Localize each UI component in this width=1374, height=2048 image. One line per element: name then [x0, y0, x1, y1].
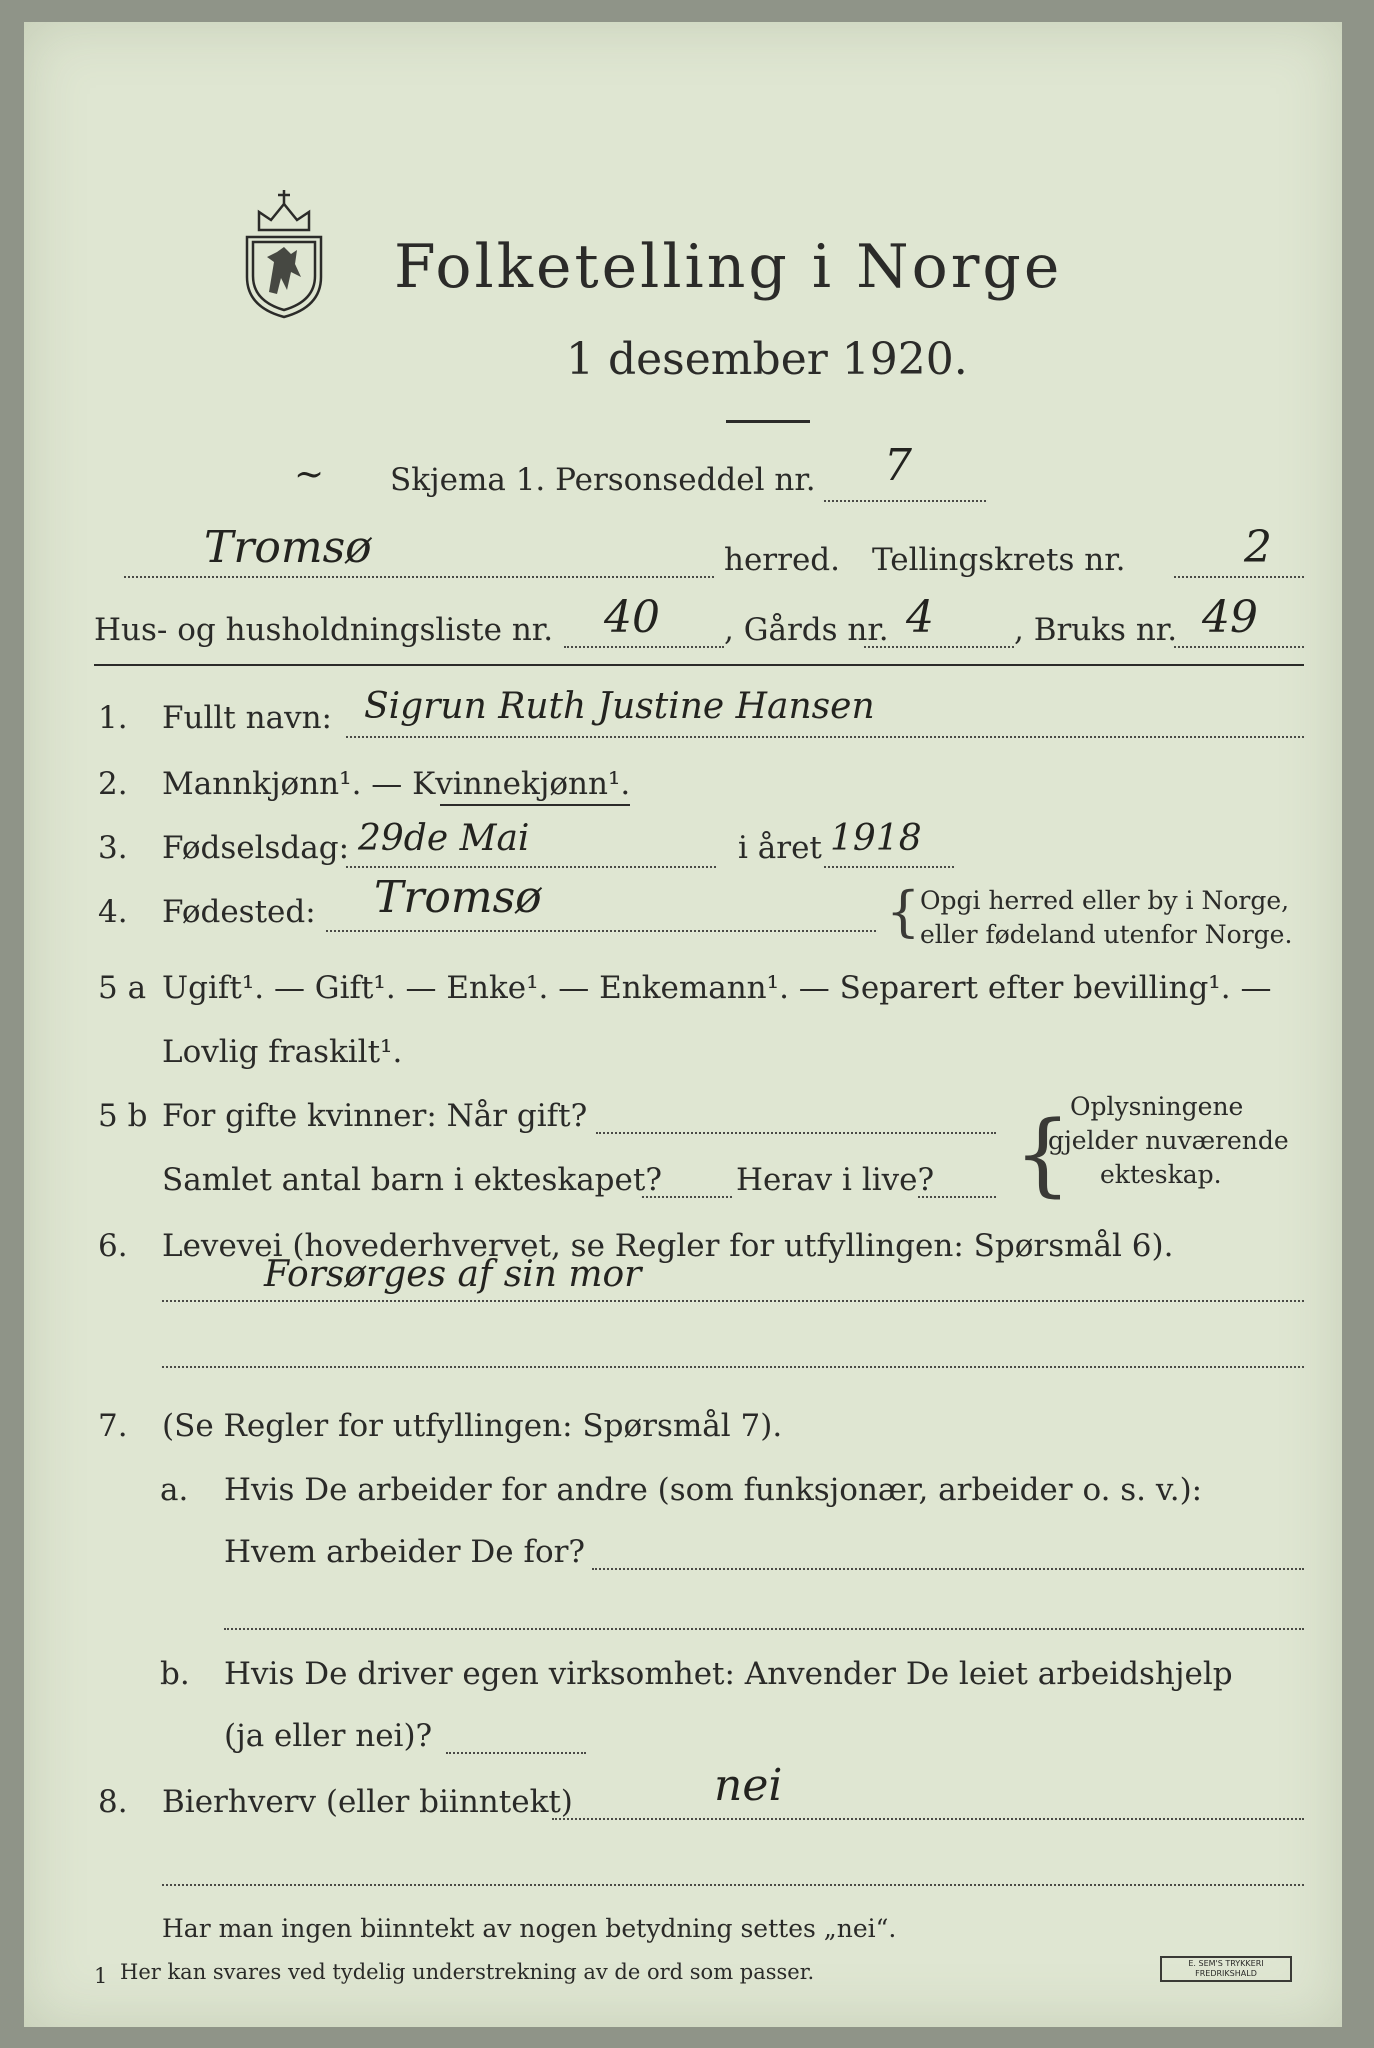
bruks-label: , Bruks nr.	[1014, 612, 1178, 648]
q5b-label-3: Herav i live?	[736, 1162, 935, 1198]
gards-value: 4	[906, 592, 934, 643]
q6-line	[162, 1300, 1304, 1302]
q5b-note-1: Oplysningene	[1070, 1092, 1244, 1121]
q1-number: 1.	[98, 700, 128, 736]
q2-underline	[440, 804, 630, 806]
q8-number: 8.	[98, 1784, 128, 1820]
q5b-label: For gifte kvinner: Når gift?	[162, 1098, 588, 1134]
hus-line	[564, 646, 724, 648]
note-nei: Har man ingen biinntekt av nogen betydning settes „nei“.	[162, 1914, 897, 1943]
header-divider	[94, 664, 1304, 666]
q5b-label-2: Samlet antal barn i ekteskapet?	[162, 1162, 662, 1198]
q8-line-2	[162, 1884, 1304, 1886]
census-form-sheet	[24, 22, 1342, 2027]
q6-value: Forsørges af sin mor	[264, 1254, 642, 1295]
q3-line	[346, 866, 716, 868]
q6-line-2	[162, 1366, 1304, 1368]
herred-value: Tromsø	[204, 522, 372, 573]
q5b-number: 5 b	[98, 1098, 148, 1134]
q7b-line	[446, 1752, 586, 1754]
q7a-label: Hvis De arbeider for andre (som funksjonær, arbeider o. s. v.):	[224, 1472, 1203, 1508]
footnote-text: Her kan svares ved tydelig understrekning av de ord som passer.	[120, 1960, 815, 1984]
q6-label: Levevei (hovederhvervet, se Regler for utfyllingen: Spørsmål 6).	[162, 1228, 1174, 1264]
q4-line	[326, 930, 876, 932]
schema-label: Skjema 1. Personseddel nr.	[390, 462, 816, 498]
q4-note-2: eller fødeland utenfor Norge.	[920, 920, 1293, 949]
q8-label: Bierhverv (eller biinntekt)	[162, 1784, 573, 1820]
q3-year-value: 1918	[830, 818, 922, 859]
herred-label: herred.	[724, 542, 840, 578]
q5b-line	[596, 1132, 996, 1134]
form-title: Folketelling i Norge	[394, 232, 1063, 302]
q4-note-1: Opgi herred eller by i Norge,	[920, 886, 1290, 915]
printer-stamp: E. SEM'S TRYKKERI FREDRIKSHALD	[1160, 1956, 1292, 1982]
q5b-line-3	[918, 1196, 996, 1198]
q7a-line	[592, 1568, 1304, 1570]
gards-label: , Gårds nr.	[724, 612, 889, 648]
q5b-brace: {	[1014, 1102, 1072, 1207]
q3-year-line	[824, 866, 954, 868]
census-date: 1 desember 1920.	[566, 334, 968, 385]
q3-year-label: i året	[738, 830, 822, 866]
q7-number: 7.	[98, 1408, 128, 1444]
q5a-label: Ugift¹. — Gift¹. — Enke¹. — Enkemann¹. — Separert efter bevilling¹. —	[162, 970, 1272, 1006]
schema-flourish: ~	[294, 454, 325, 495]
q7a-line-2	[224, 1628, 1304, 1630]
q8-value: nei	[714, 1760, 783, 1811]
bruks-line	[1174, 646, 1304, 648]
q5b-line-2	[642, 1196, 732, 1198]
hus-label: Hus- og husholdningsliste nr.	[94, 612, 554, 648]
q3-number: 3.	[98, 830, 128, 866]
q3-value: 29de Mai	[358, 818, 530, 859]
q1-value: Sigrun Ruth Justine Hansen	[364, 686, 875, 727]
footnote-mark: 1	[94, 1964, 108, 1988]
q4-brace: {	[886, 880, 921, 943]
q5b-note-3: ekteskap.	[1100, 1160, 1222, 1189]
q1-label: Fullt navn:	[162, 700, 332, 736]
gards-line	[864, 646, 1014, 648]
schema-nr-value: 7	[884, 440, 912, 491]
q7b-label: Hvis De driver egen virksomhet: Anvender De leiet arbeidshjelp	[224, 1656, 1233, 1692]
q5b-note-2: gjelder nuværende	[1048, 1126, 1289, 1155]
q4-number: 4.	[98, 894, 128, 930]
q2-number: 2.	[98, 766, 128, 802]
q7-label: (Se Regler for utfyllingen: Spørsmål 7).	[162, 1408, 783, 1444]
bruks-value: 49	[1202, 592, 1258, 643]
q4-value: Tromsø	[374, 872, 542, 923]
q7a-label-2: Hvem arbeider De for?	[224, 1534, 586, 1570]
tellingskrets-label: Tellingskrets nr.	[872, 542, 1126, 578]
norway-coat-of-arms-icon	[229, 182, 339, 322]
hus-value: 40	[604, 592, 660, 643]
tellingskrets-line	[1174, 576, 1304, 578]
q4-label: Fødested:	[162, 894, 316, 930]
title-divider	[726, 420, 810, 423]
q2-label: Mannkjønn¹. — Kvinnekjønn¹.	[162, 766, 631, 802]
q7b-label-2: (ja eller nei)?	[224, 1718, 433, 1754]
schema-nr-line	[824, 500, 986, 502]
herred-line	[124, 576, 714, 578]
q7a-number: a.	[160, 1472, 189, 1508]
q5a-number: 5 a	[98, 970, 147, 1006]
q3-label: Fødselsdag:	[162, 830, 350, 866]
q7b-number: b.	[160, 1656, 190, 1692]
tellingskrets-value: 2	[1244, 522, 1272, 573]
q5a-label-2: Lovlig fraskilt¹.	[162, 1034, 403, 1070]
q6-number: 6.	[98, 1228, 128, 1264]
q1-line	[346, 736, 1304, 738]
q8-line	[552, 1818, 1304, 1820]
